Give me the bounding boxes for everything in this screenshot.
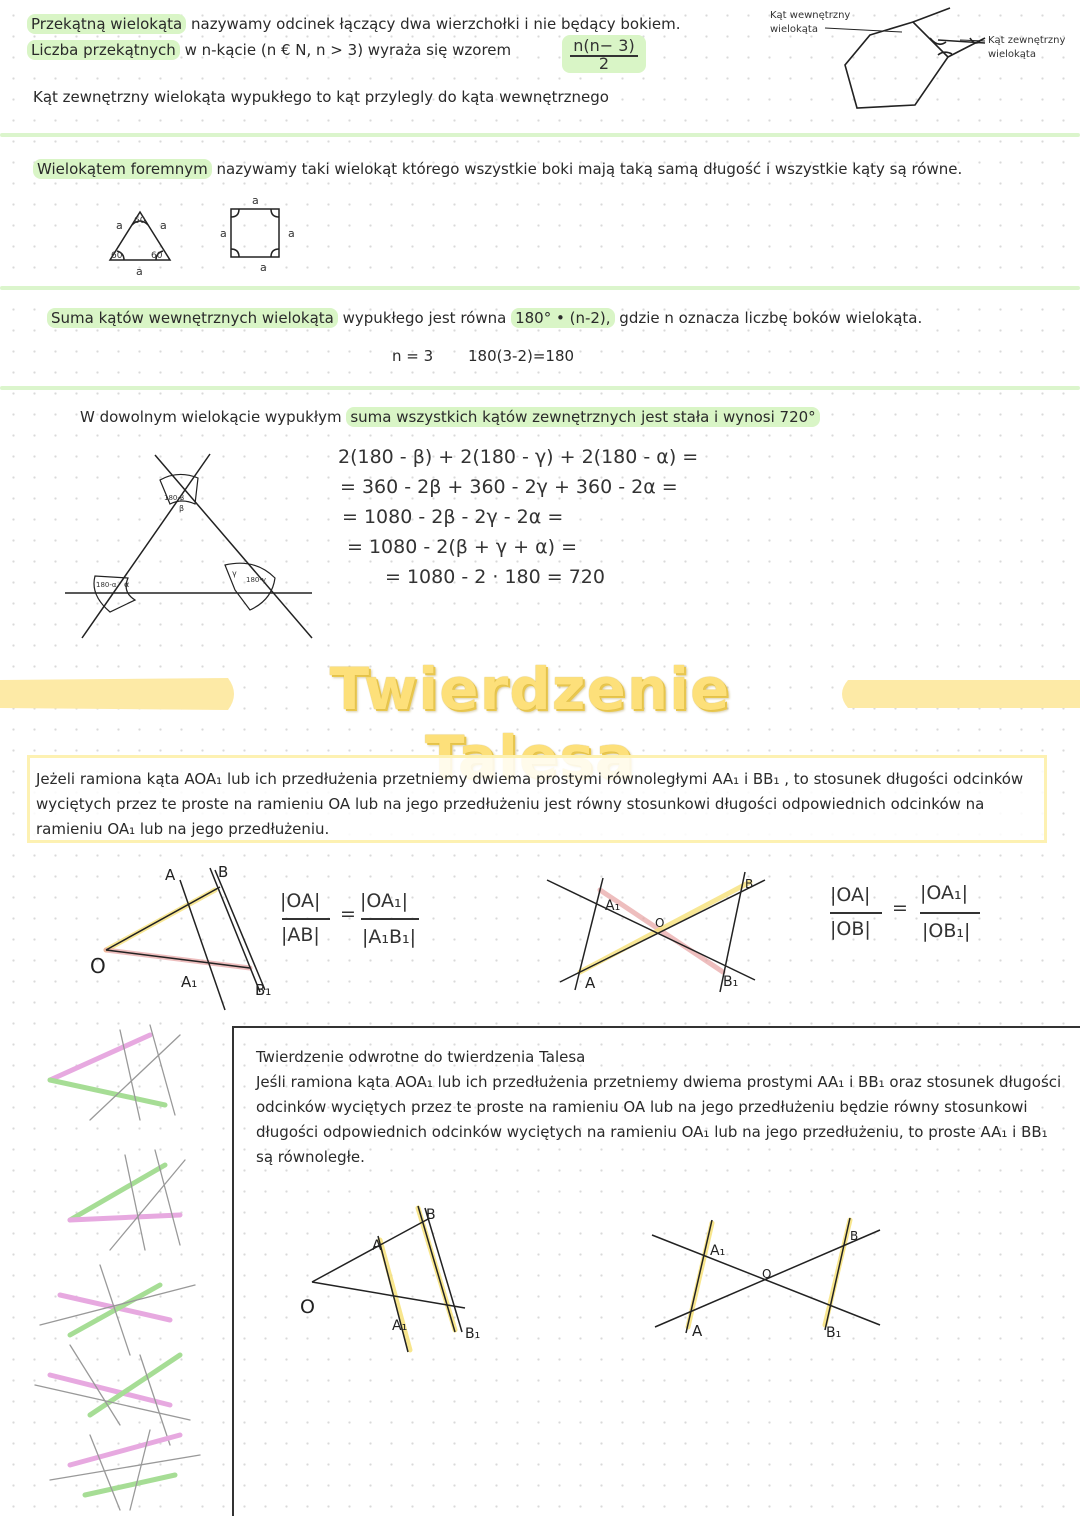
ratio2-eq: =: [892, 897, 908, 919]
tri-side-left: a: [116, 219, 123, 232]
ratio2-left-bar: [830, 912, 882, 914]
diagonal-count-text: w n-kącie (n € N, n > 3) wyraża się wzorem: [179, 41, 512, 59]
point-B1: B₁: [723, 974, 739, 990]
ratio2-left-num: |OA|: [830, 884, 871, 906]
tri-angle-right: 60: [151, 251, 163, 261]
angle-180-gamma: 180-γ: [246, 576, 267, 584]
point-B: B: [850, 1229, 859, 1243]
regular-polygon-definition: [33, 160, 962, 178]
converse-statement: Jeśli ramiona kąta AOA₁ lub ich przedłużenia przetniemy dwiema prostymi AA₁ i BB₁ oraz stosunek długości odcinków wyciętych przez te proste na ramieniu OA lub na jego przedłużeniu będzie równy stosunkowi długości odpowiednich odcinków wyciętych na ramieniu OA₁ lub na jego przedłużeniu, to proste AA₁ i BB₁ są równoległe.: [256, 1073, 1062, 1166]
decorative-sketches: [30, 1025, 210, 1515]
diagonal-term: Przekątną wielokąta: [27, 14, 186, 34]
point-A: A: [692, 1322, 703, 1340]
diagonal-count-term: Liczba przekątnych: [27, 40, 180, 60]
point-B1: B₁: [826, 1325, 842, 1341]
point-A1: A₁: [181, 973, 198, 991]
thales-diagram-left: [85, 860, 295, 1010]
point-A: A: [165, 866, 176, 884]
regular-polygon-text: nazywamy taki wielokąt którego wszystkie boki mają taką samą długość i wszystkie kąty są równe.: [211, 160, 963, 178]
point-A1: A₁: [605, 898, 621, 914]
interior-sum-term: Suma kątów wewnętrznych wielokąta: [47, 308, 338, 328]
ratio1-left-den: |AB|: [281, 924, 320, 946]
point-O: O: [762, 1267, 772, 1281]
point-A: A: [372, 1238, 382, 1254]
point-B: B: [745, 877, 754, 891]
interior-sum-text: wypukłego jest równa: [337, 309, 512, 327]
angle-180-alpha: 180-α: [96, 581, 117, 589]
separator: [0, 133, 1080, 137]
tri-angle-left: 60: [111, 251, 123, 261]
point-O: O: [300, 1296, 315, 1318]
point-B: B: [426, 1207, 436, 1223]
ratio1-left-num: |OA|: [280, 890, 321, 912]
exterior-angles-triangle: [60, 450, 320, 645]
ratio2-right-den: |OB₁|: [922, 920, 971, 942]
diagonal-count: [27, 41, 511, 59]
formula-numerator: n(n− 3): [573, 36, 635, 55]
point-O: O: [655, 916, 665, 930]
converse-title: Twierdzenie odwrotne do twierdzenia Talesa: [256, 1048, 586, 1066]
label-interior-angle: Kąt wewnętrzny wielokąta: [770, 10, 851, 35]
converse-text: [256, 1045, 1066, 1170]
math-line-5: = 1080 - 2 · 180 = 720: [385, 566, 605, 588]
separator: [0, 386, 1080, 390]
converse-diagram-right: [650, 1215, 890, 1355]
point-B1: B₁: [255, 981, 272, 999]
point-A: A: [585, 974, 596, 992]
converse-diagram-left: [300, 1200, 500, 1360]
diagonal-definition: [27, 15, 681, 33]
angle-180-beta: 180-β: [164, 494, 185, 502]
label-exterior-angle: Kąt zewnętrzny wielokąta: [988, 35, 1066, 60]
angle-beta: β: [179, 504, 185, 513]
example-calc: 180(3-2)=180: [468, 347, 575, 365]
example-n: n = 3: [392, 347, 434, 365]
point-A1: A₁: [710, 1243, 726, 1259]
point-O: O: [90, 954, 106, 978]
point-B: B: [218, 863, 229, 881]
math-line-3: = 1080 - 2β - 2γ - 2α =: [342, 506, 564, 528]
exterior-sum-intro: W dowolnym wielokącie wypukłym: [80, 408, 347, 426]
pentagon-diagram: [820, 10, 1000, 120]
separator: [0, 286, 1080, 290]
exterior-sum-statement: [80, 408, 820, 426]
math-line-2: = 360 - 2β + 360 - 2γ + 360 - 2α =: [340, 476, 678, 498]
diagonal-formula: [562, 35, 646, 73]
interior-sum-statement: [47, 309, 922, 327]
exterior-angle-definition: Kąt zewnętrzny wielokąta wypukłego to kąt przylegly do kąta wewnętrznego: [33, 88, 609, 106]
regular-polygons-diagram: [100, 195, 320, 280]
square-side-left: a: [220, 227, 227, 240]
ratio2-right-bar: [920, 912, 980, 914]
interior-sum-rest: gdzie n oznacza liczbę boków wielokąta.: [614, 309, 923, 327]
regular-polygon-term: Wielokątem foremnym: [33, 159, 212, 179]
point-A1: A₁: [392, 1318, 408, 1334]
ratio1-right-bar: [361, 918, 419, 920]
interior-sum-formula: 180° • (n-2),: [511, 308, 614, 328]
tri-side-bottom: a: [136, 265, 143, 278]
tri-side-right: a: [160, 219, 167, 232]
square-side-bottom: a: [260, 261, 267, 274]
angle-gamma: γ: [232, 569, 237, 578]
thales-title: Twierdzenie: [329, 655, 731, 723]
formula-denominator: 2: [598, 54, 610, 73]
angle-alpha: α: [124, 580, 130, 589]
ratio2-right-num: |OA₁|: [920, 882, 969, 904]
point-B1: B₁: [465, 1326, 481, 1342]
ratio1-eq: =: [340, 903, 356, 925]
thales-diagram-middle: [545, 860, 785, 1010]
diagonal-definition-text: nazywamy odcinek łączący dwa wierzchołki i nie będący bokiem.: [186, 15, 681, 33]
tri-angle-top: 60: [134, 216, 146, 226]
square-side-right: a: [288, 227, 295, 240]
math-line-1: 2(180 - β) + 2(180 - γ) + 2(180 - α) =: [338, 446, 699, 468]
ratio1-right-num: |OA₁|: [360, 890, 409, 912]
square-side-top: a: [252, 194, 259, 207]
ratio1-left-bar: [282, 918, 330, 920]
math-line-4: = 1080 - 2(β + γ + α) =: [347, 536, 578, 558]
thales-statement-box: [27, 755, 1047, 843]
exterior-sum-highlight: suma wszystkich kątów zewnętrznych jest stała i wynosi 720°: [346, 407, 819, 427]
ratio2-left-den: |OB|: [830, 918, 871, 940]
ratio1-right-den: |A₁B₁|: [362, 926, 417, 948]
thales-statement: Jeżeli ramiona kąta AOA₁ lub ich przedłużenia przetniemy dwiema prostymi równoległymi AA₁ i BB₁ , to stosunek długości odcinków wyciętych przez te proste na ramieniu OA lub na jego przedłużeniu jest równy stosunkowi długości odpowiednich odcinków na ramieniu OA₁ lub na jego przedłużeniu.: [36, 770, 1024, 838]
